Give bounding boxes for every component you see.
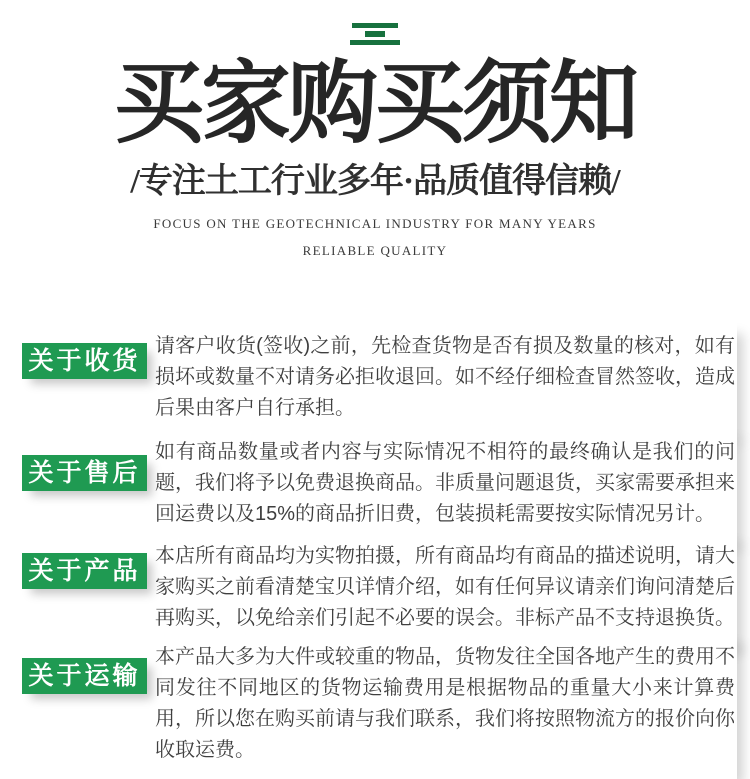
subtitle-english-line2: RELIABLE QUALITY — [302, 243, 448, 258]
section-text-aftersales: 如有商品数量或者内容与实际情况不相符的最终确认是我们的问题，我们将予以免费退换商品。非质量问题退货，买家需要承担来回运费以及15%的商品折旧费，包装损耗需要按实际情况另计。 — [155, 441, 735, 525]
section-text-receiving: 请客户收货(签收)之前，先检查货物是否有损及数量的核对，如有损坏或数量不对请务必拒收退回。如不经仔细检查冒然签收，造成后果由客户自行承担。 — [155, 335, 735, 419]
page-title: 买家购买须知 — [114, 55, 636, 154]
triple-bars-icon — [349, 23, 401, 45]
icon-bar — [350, 40, 400, 45]
section-card-aftersales — [129, 428, 737, 543]
section-text-shipping: 本产品大多为大件或较重的物品，货物发往全国各地产生的费用不同发往不同地区的货物运输费用是根据物品的重量大小来计算费用，所以您在购买前请与我们联系，我们将按照物流方的报价向你收取运费。 — [155, 646, 735, 761]
section-label-receiving: 关于收货 — [22, 343, 147, 379]
subtitle-english-line1: FOCUS ON THE GEOTECHNICAL INDUSTRY FOR MANY YEARS — [153, 216, 597, 231]
section-label-aftersales: 关于售后 — [22, 455, 147, 491]
section-label-shipping: 关于运输 — [22, 658, 147, 694]
section-card-shipping — [129, 633, 737, 779]
icon-bar — [352, 23, 398, 28]
section-label-product: 关于产品 — [22, 553, 147, 589]
icon-bar — [365, 31, 385, 37]
section-card-product — [129, 532, 737, 647]
section-card-receiving — [129, 322, 737, 437]
section-text-product: 本店所有商品均为实物拍摄，所有商品均有商品的描述说明，请大家购买之前看清楚宝贝详情介绍，如有任何异议请亲们询问清楚后再购买，以免给亲们引起不必要的误会。非标产品不支持退换货。 — [155, 545, 735, 629]
page-subtitle: /专注土工行业多年·品质值得信赖/ — [130, 163, 620, 200]
